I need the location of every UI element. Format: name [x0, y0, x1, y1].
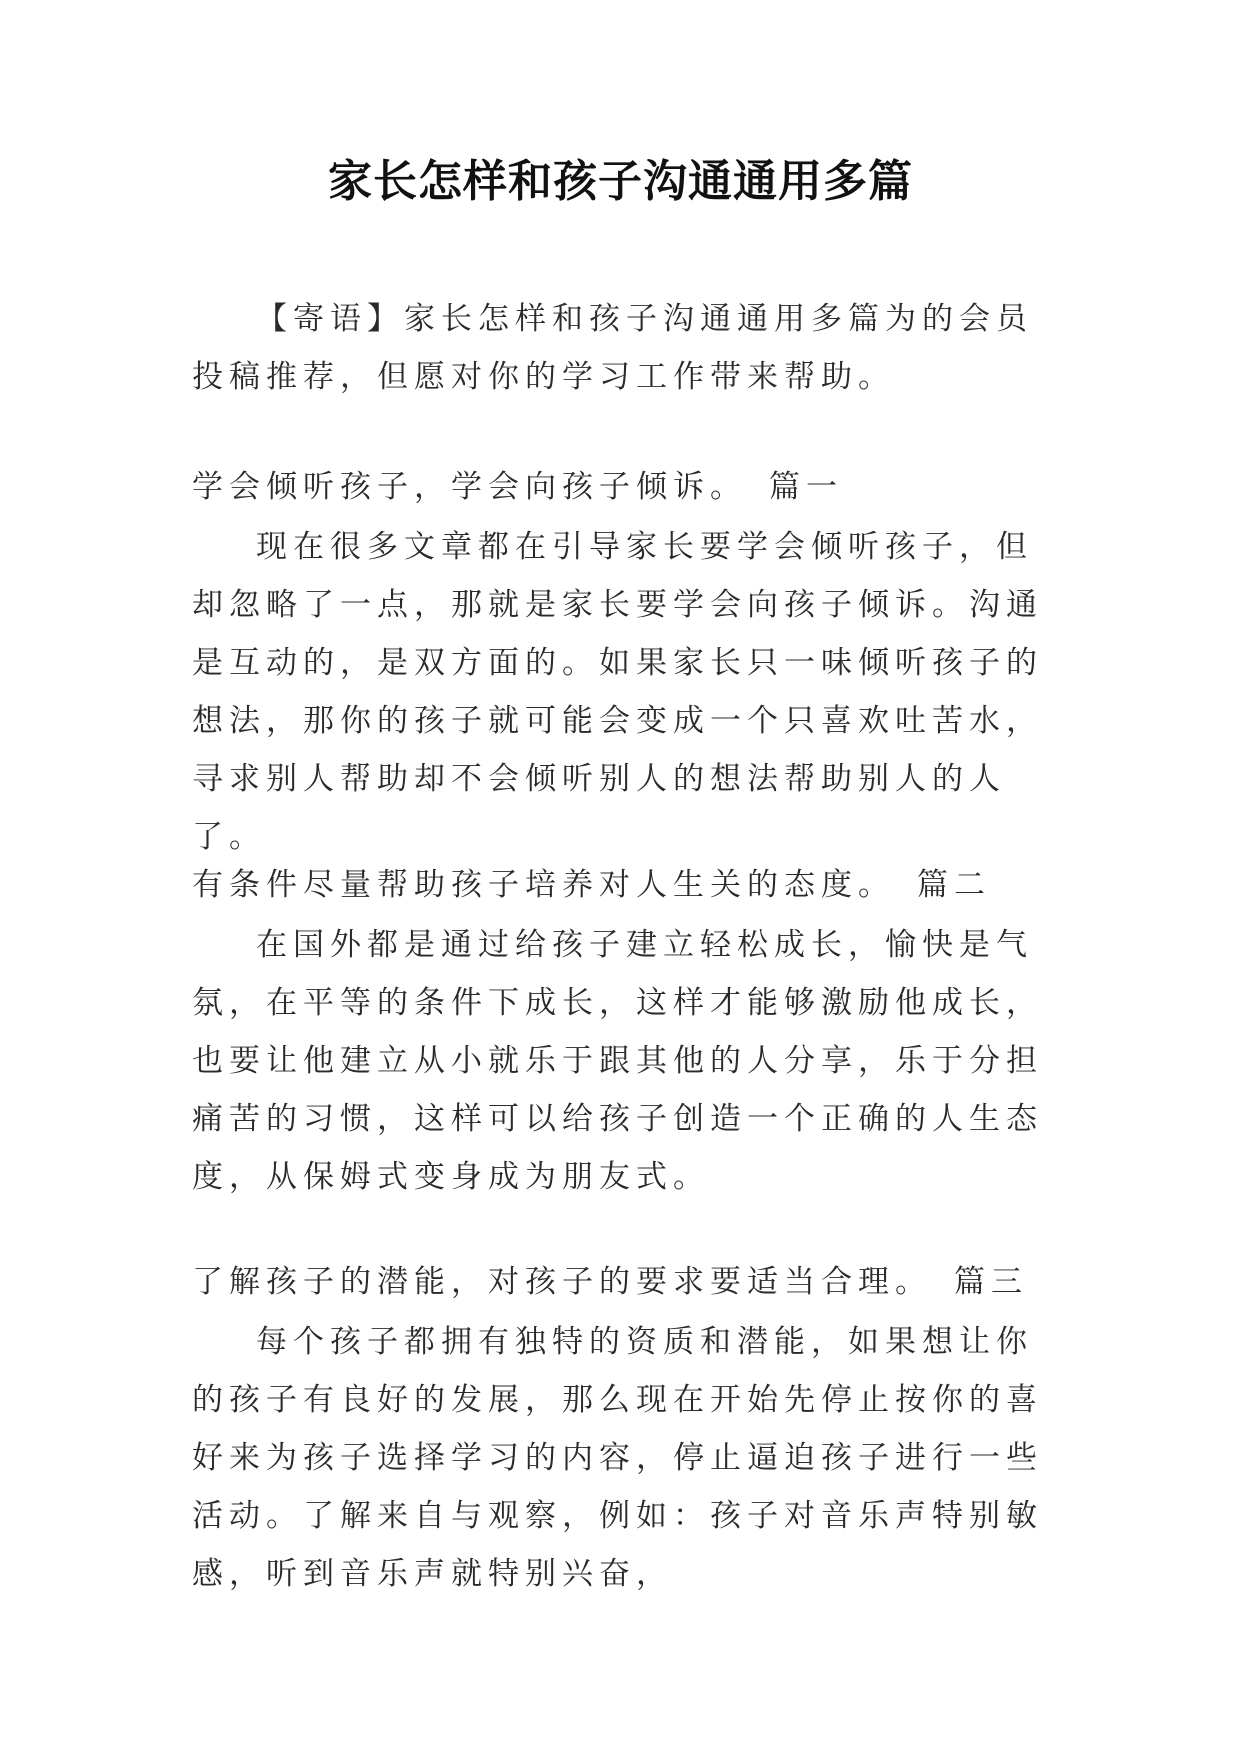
section-heading-text: 学会倾听孩子，学会向孩子倾诉。	[192, 469, 747, 505]
section-heading-1	[192, 458, 1092, 516]
section-tag: 篇一	[769, 469, 843, 505]
section-heading-text: 有条件尽量帮助孩子培养对人生关的态度。	[192, 867, 895, 903]
section-heading-2	[192, 856, 1092, 914]
section-heading-text: 了解孩子的潜能，对孩子的要求要适当合理。	[192, 1264, 932, 1300]
section-heading-3	[192, 1253, 1092, 1311]
intro-paragraph: 【寄语】家长怎样和孩子沟通通用多篇为的会员投稿推荐，但愿对你的学习工作带来帮助。	[192, 301, 1033, 395]
section-paragraph-1: 现在很多文章都在引导家长要学会倾听孩子，但却忽略了一点，那就是家长要学会向孩子倾诉。沟通是互动的，是双方面的。如果家长只一味倾听孩子的想法，那你的孩子就可能会变成一个只喜欢吐苦水，寻求别人帮助却不会倾听别人的想法帮助别人的人了。	[192, 529, 1043, 855]
document-title: 家长怎样和孩子沟通通用多篇	[328, 156, 913, 207]
section-paragraph-3: 每个孩子都拥有独特的资质和潜能，如果想让你的孩子有良好的发展，那么现在开始先停止按你的喜好来为孩子选择学习的内容，停止逼迫孩子进行一些活动。了解来自与观察，例如：孩子对音乐声特别敏感，听到音乐声就特别兴奋，	[192, 1324, 1043, 1592]
section-paragraph-2: 在国外都是通过给孩子建立轻松成长，愉快是气氛，在平等的条件下成长，这样才能够激励他成长，也要让他建立从小就乐于跟其他的人分享，乐于分担痛苦的习惯，这样可以给孩子创造一个正确的人生态度，从保姆式变身成为朋友式。	[192, 927, 1043, 1195]
section-tag: 篇二	[917, 867, 991, 903]
section-tag: 篇三	[954, 1264, 1028, 1300]
